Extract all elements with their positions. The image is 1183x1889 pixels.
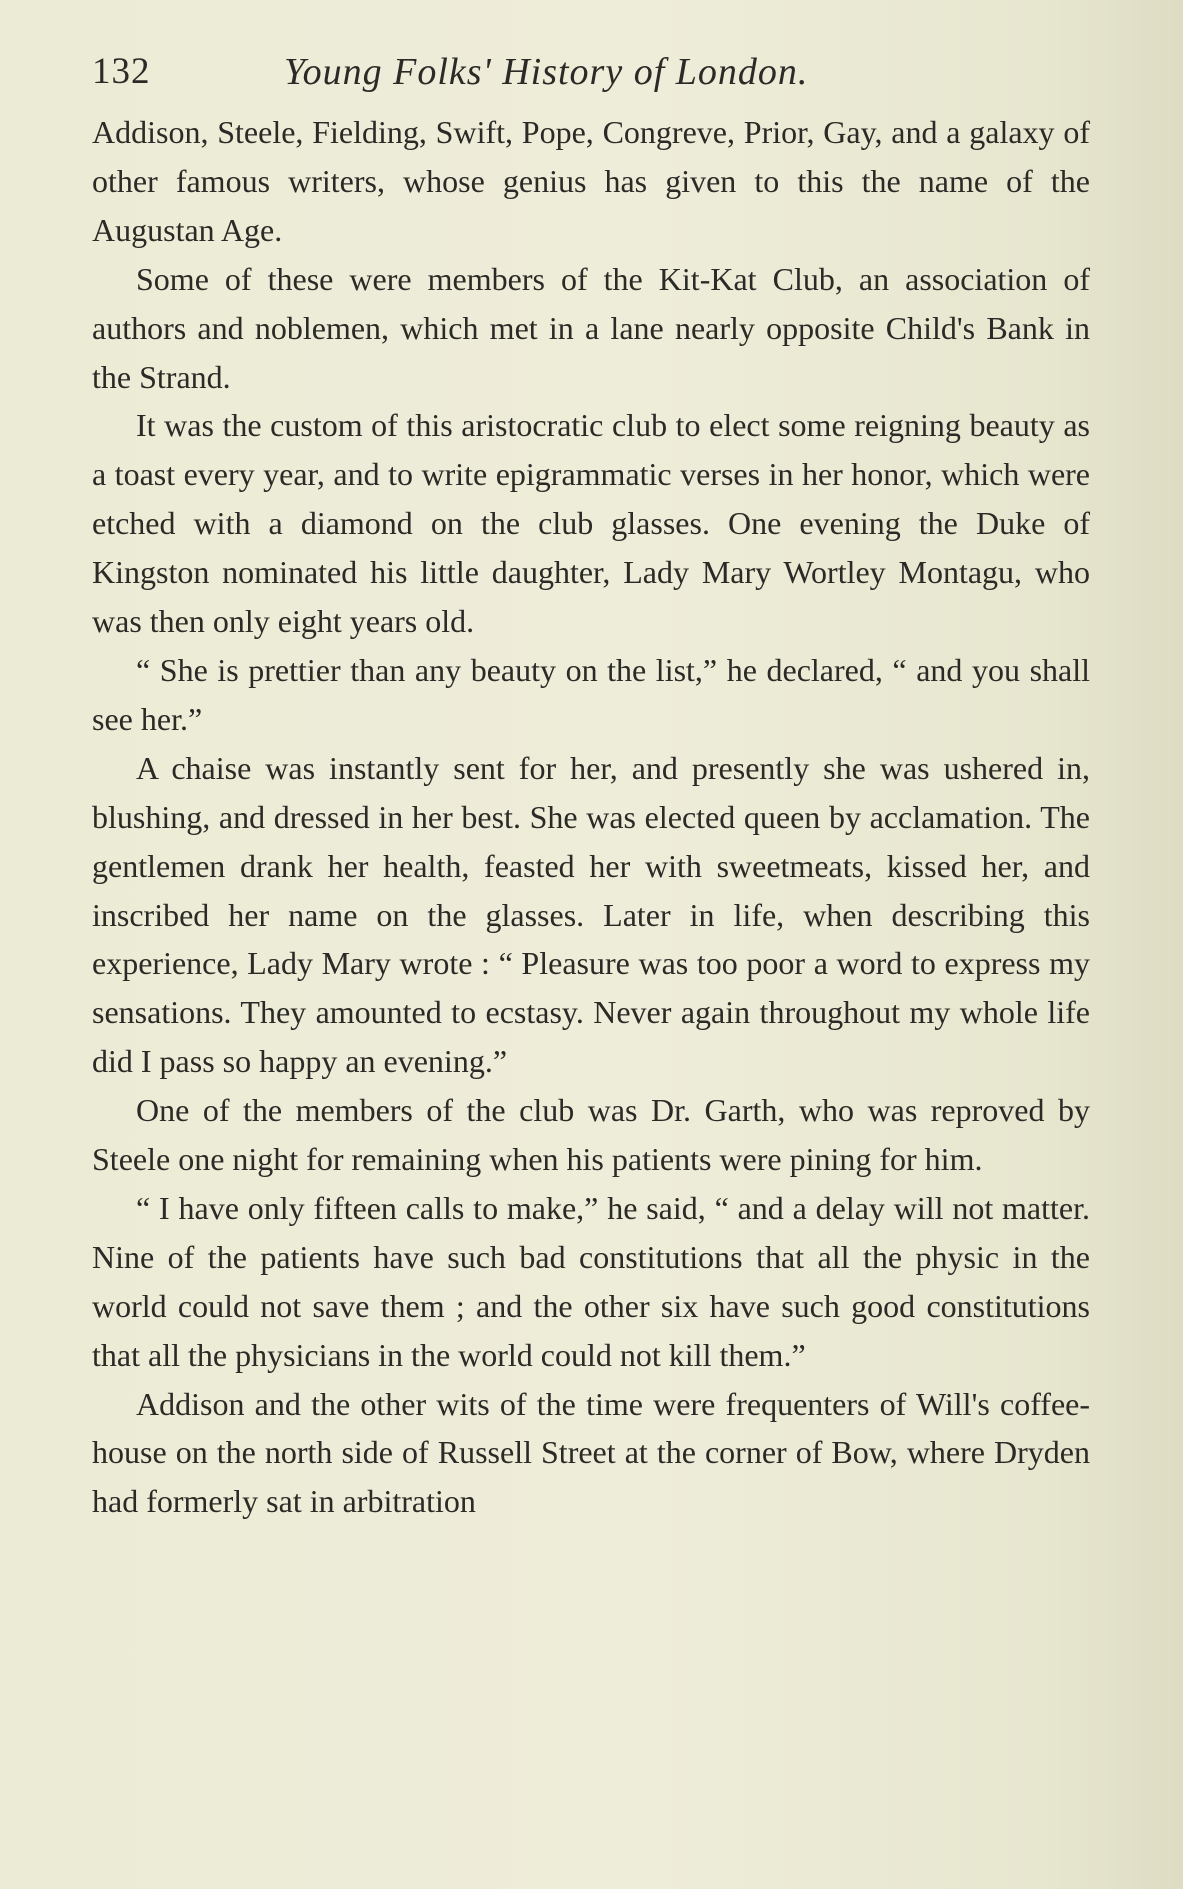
paragraph: Addison and the other wits of the time were frequenters of Will's coffee-house on the north side of Russell Street at the corner of Bow, where Dryden had formerly sat in arbitration <box>92 1385 1090 1520</box>
page-body <box>92 108 1090 1526</box>
paragraph: “ I have only fifteen calls to make,” he said, “ and a delay will not matter. Nine of the patients have such bad constitutions that all the physic in the world could not save them ; and the other six have such good constitutions that all the physicians in the world could not kill them.” <box>92 1189 1090 1373</box>
page-number: 132 <box>92 51 151 92</box>
page-header <box>92 50 1092 100</box>
paragraph: “ She is prettier than any beauty on the list,” he declared, “ and you shall see her.” <box>92 651 1090 737</box>
paragraph: Addison, Steele, Fielding, Swift, Pope, Congreve, Prior, Gay, and a galaxy of other famous writers, whose genius has given to this the name of the Augustan Age. <box>92 114 1090 248</box>
paragraph: A chaise was instantly sent for her, and presently she was ushered in, blushing, and dressed in her best. She was elected queen by acclamation. The gentlemen drank her health, feasted her with sweetmeats, kissed her, and inscribed her name on the glasses. Later in life, when describing this experience, Lady Mary wrote : “ Pleasure was too poor a word to express my sensations. They amounted to ecstasy. Never again throughout my whole life did I pass so happy an evening.” <box>92 749 1090 1080</box>
running-title: Young Folks' History of London. <box>284 51 809 93</box>
paragraph: Some of these were members of the Kit-Kat Club, an association of authors and noblemen, which met in a lane nearly opposite Child's Bank in the Strand. <box>92 260 1090 395</box>
paragraph: One of the members of the club was Dr. Garth, who was reproved by Steele one night for remaining when his patients were pining for him. <box>92 1092 1090 1178</box>
paragraph: It was the custom of this aristocratic club to elect some reigning beauty as a toast every year, and to write epigrammatic verses in her honor, which were etched with a diamond on the club glasses. One evening the Duke of Kingston nominated his little daughter, Lady Mary Wortley Montagu, who was then only eight years old. <box>92 407 1090 640</box>
